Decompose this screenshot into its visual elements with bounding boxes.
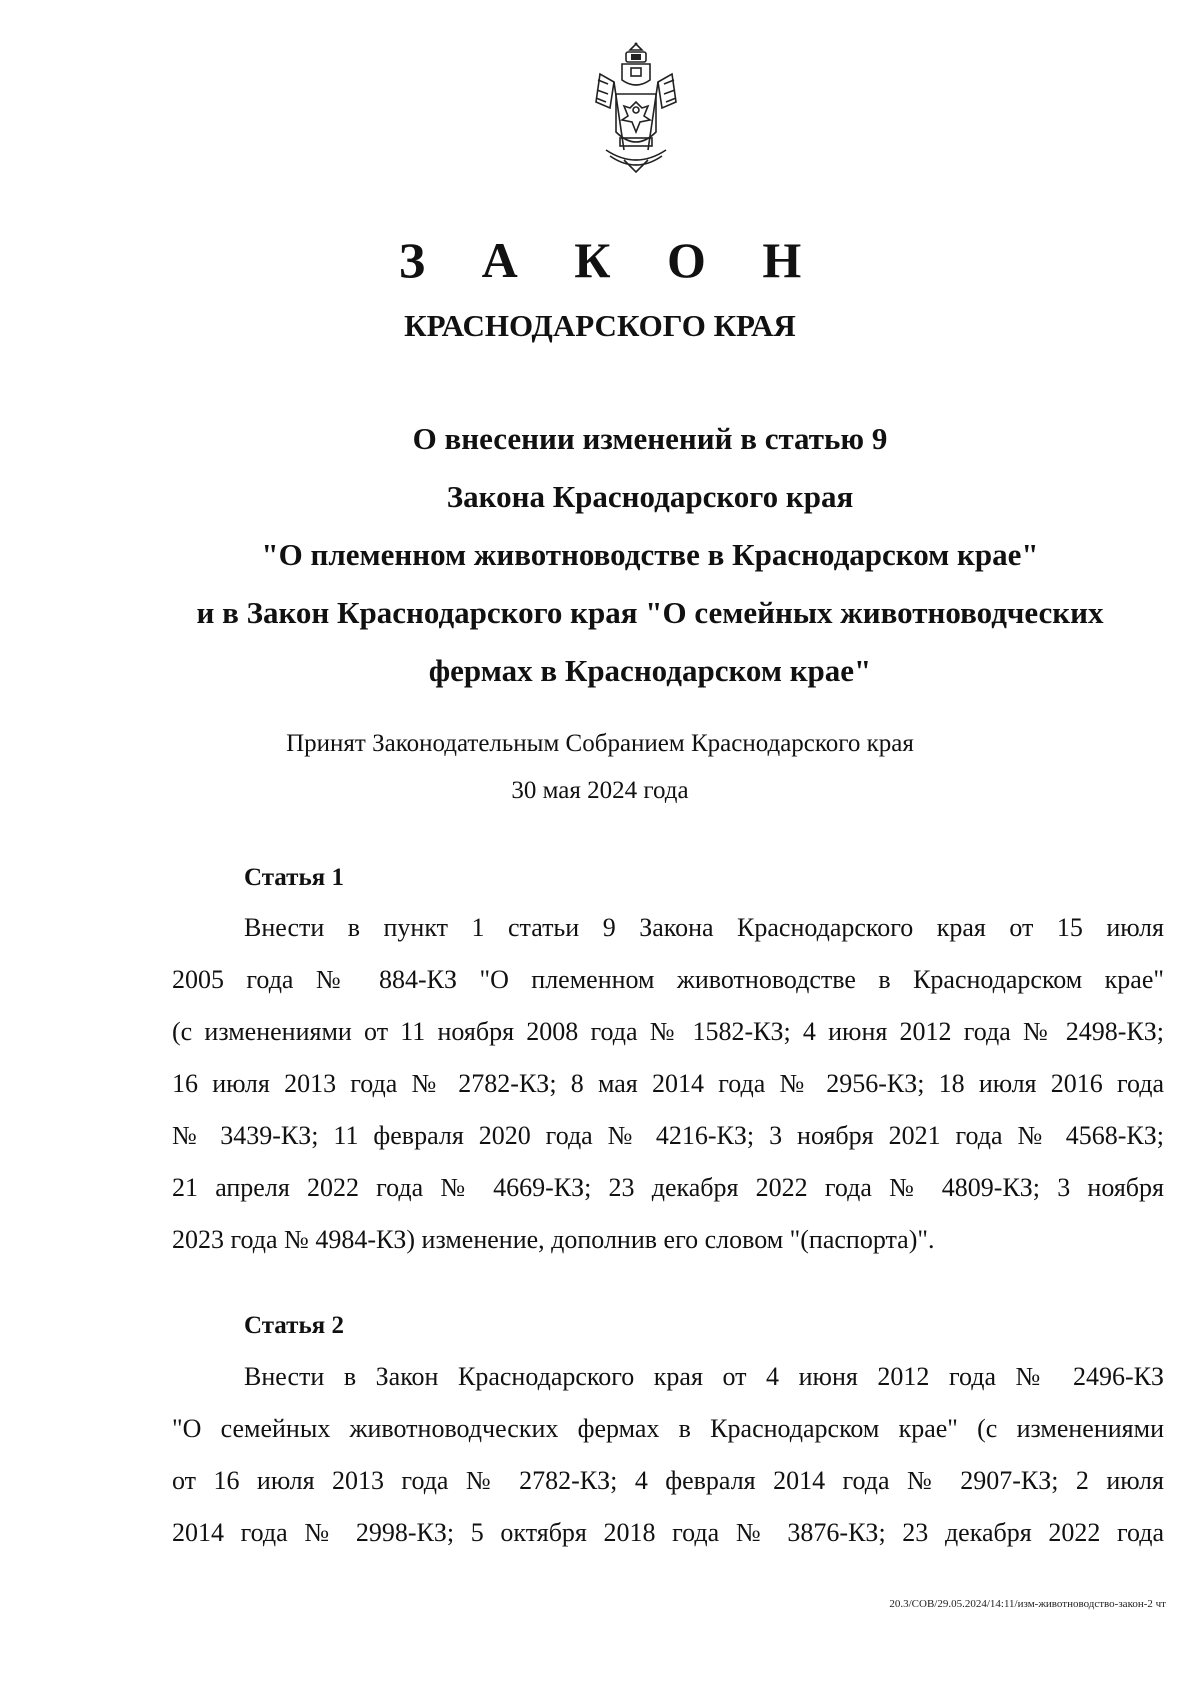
- article-1-line: № 3439-КЗ; 11 февраля 2020 года № 4216-КЗ; 3 ноября 2021 года № 4568-КЗ;: [172, 1121, 1164, 1150]
- article-2-line: "О семейных животноводческих фермах в Краснодарском крае" (с изменениями: [172, 1414, 1164, 1443]
- article-1-line: 16 июля 2013 года № 2782-КЗ; 8 мая 2014 года № 2956-КЗ; 18 июля 2016 года: [172, 1069, 1164, 1098]
- law-heading: [150, 410, 1150, 700]
- heading-line: "О племенном животноводстве в Краснодарском крае": [261, 537, 1039, 572]
- adoption-text: Принят Законодательным Собранием Краснодарского края: [286, 730, 914, 757]
- law-title: З А К О Н: [398, 232, 824, 288]
- heading-line: О внесении изменений в статью 9: [412, 421, 888, 456]
- article-1-line: 21 апреля 2022 года № 4669-КЗ; 23 декабря 2022 года № 4809-КЗ; 3 ноября: [172, 1173, 1164, 1202]
- article-2-line: от 16 июля 2013 года № 2782-КЗ; 4 февраля 2014 года № 2907-КЗ; 2 июля: [172, 1466, 1164, 1495]
- article-1-line: 2005 года № 884-КЗ "О племенном животноводстве в Краснодарском крае": [172, 965, 1164, 994]
- footer-document-code: 20.3/СОВ/29.05.2024/14:11/изм-животноводство-закон-2 чт: [889, 1598, 1166, 1610]
- region-title: КРАСНОДАРСКОГО КРАЯ: [404, 308, 796, 343]
- heading-line: и в Закон Краснодарского края "О семейных животноводческих: [196, 595, 1104, 630]
- article-1-line: 2023 года № 4984-КЗ) изменение, дополнив его словом "(паспорта)".: [172, 1225, 935, 1254]
- article-1-line: (с изменениями от 11 ноября 2008 года № 1582-КЗ; 4 июня 2012 года № 2498-КЗ;: [172, 1017, 1164, 1046]
- adoption-date: 30 мая 2024 года: [511, 777, 689, 804]
- article-2-line: 2014 года № 2998-КЗ; 5 октября 2018 года № 3876-КЗ; 23 декабря 2022 года: [172, 1518, 1164, 1547]
- heading-line: фермах в Краснодарском крае": [428, 653, 872, 688]
- heading-line: Закона Краснодарского края: [446, 479, 854, 514]
- adoption-info: [0, 720, 1200, 814]
- article-2-title: Статья 2: [244, 1312, 344, 1339]
- article-1-line: Внести в пункт 1 статьи 9 Закона Краснодарского края от 15 июля: [244, 913, 1164, 942]
- article-1-title: Статья 1: [244, 864, 344, 891]
- article-2-line: Внести в Закон Краснодарского края от 4 июня 2012 года № 2496-КЗ: [244, 1362, 1164, 1391]
- coat-of-arms-icon: [584, 42, 688, 178]
